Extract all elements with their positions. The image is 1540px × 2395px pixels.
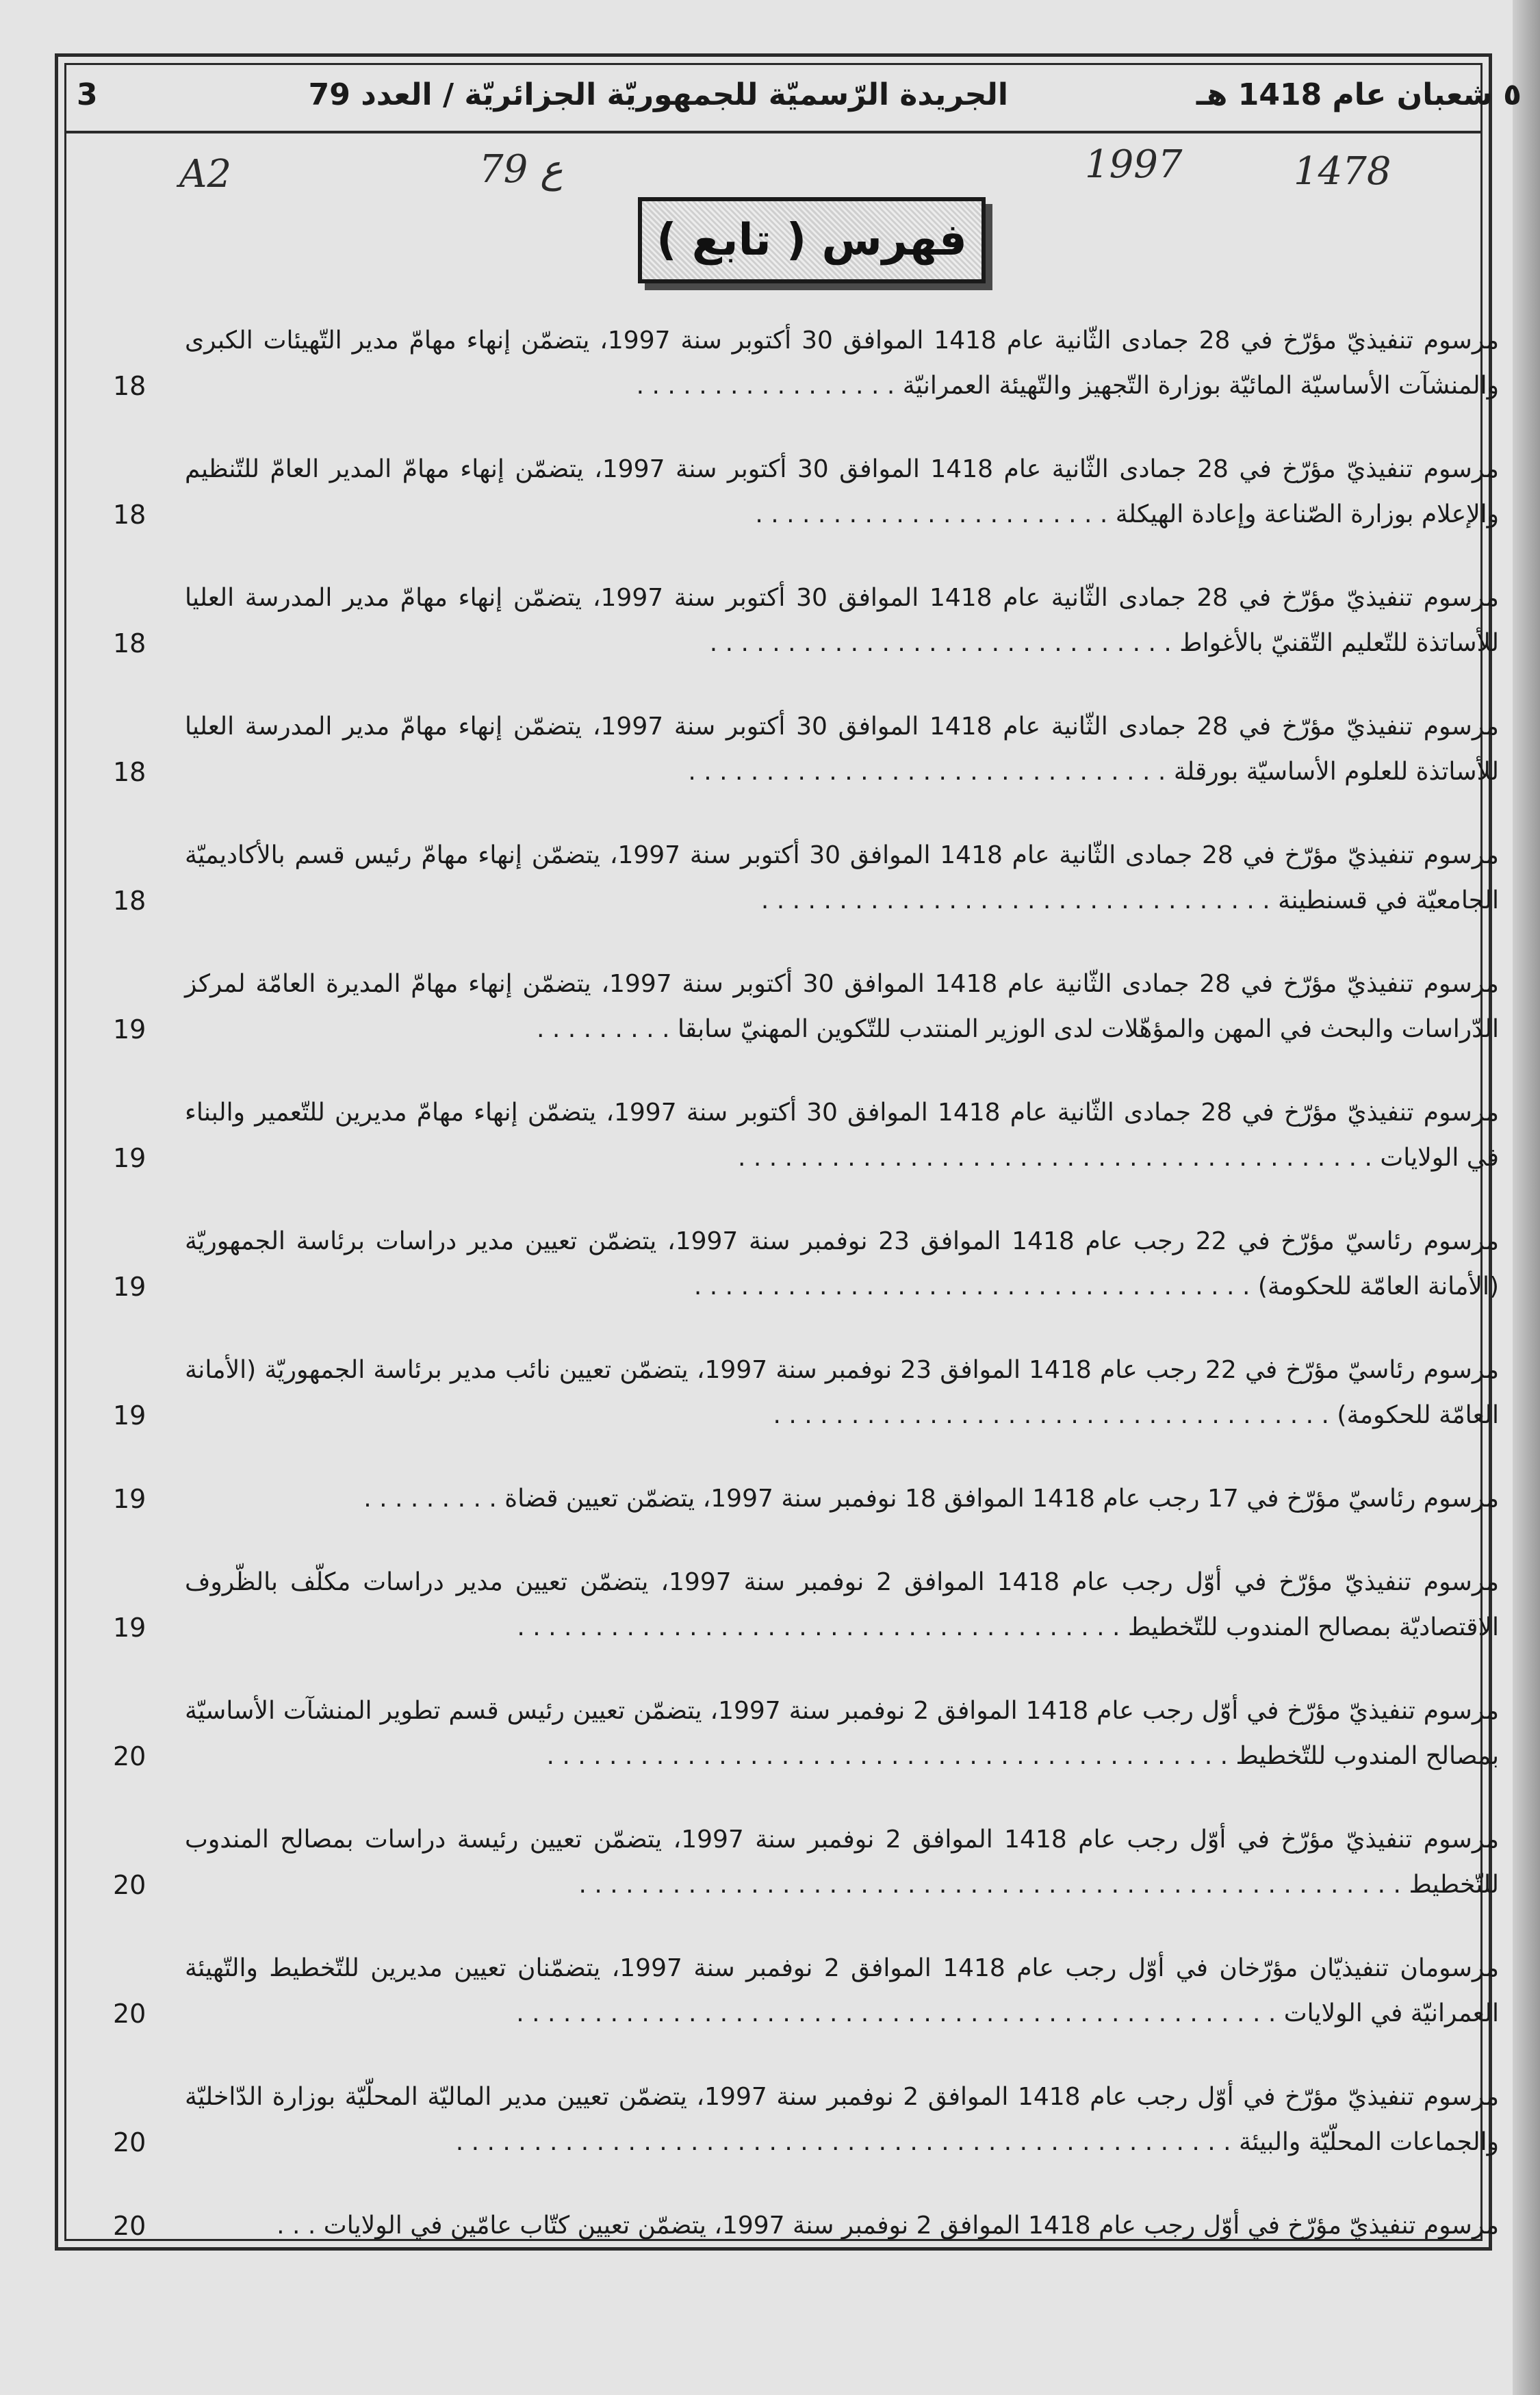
- index-entry: [103, 447, 1499, 537]
- entry-page: 19: [113, 1400, 146, 1431]
- entry-text: مرسوم تنفيذيّ مؤرّخ في أوّل رجب عام 1418 الموافق 2 نوفمبر سنة 1997، يتضمّن تعيين مدير دراسات مكلّف بالظّروف الاقتصاديّة بمصالح المندوب للتّخطيط . . . . . . . . . . . . . . . . . . . . . . . . . . . . . . . . . . . . . . .: [185, 1568, 1499, 1641]
- entry-page: 20: [113, 2127, 146, 2157]
- entry-text: مرسوم رئاسيّ مؤرّخ في 22 رجب عام 1418 الموافق 23 نوفمبر سنة 1997، يتضمّن تعيين نائب مدير برئاسة الجمهوريّة (الأمانة العامّة للحكومة) . . . . . . . . . . . . . . . . . . . . . . . . . . . . . . . . . . . .: [185, 1356, 1499, 1429]
- entry-text: مرسوم رئاسيّ مؤرّخ في 22 رجب عام 1418 الموافق 23 نوفمبر سنة 1997، يتضمّن تعيين مدير دراسات برئاسة الجمهوريّة (الأمانة العامّة للحكومة) . . . . . . . . . . . . . . . . . . . . . . . . . . . . . . . . . . . .: [185, 1227, 1500, 1301]
- entry-page: 20: [113, 1999, 146, 2029]
- index-entry: [103, 1219, 1499, 1309]
- index-entry: [103, 962, 1499, 1052]
- entry-text: مرسوم تنفيذيّ مؤرّخ في أوّل رجب عام 1418 الموافق 2 نوفمبر سنة 1997، يتضمّن تعيين كتّاب عامّين في الولايات . . .: [277, 2212, 1499, 2240]
- index-entry: [103, 318, 1499, 409]
- entry-text: مرسوم تنفيذيّ مؤرّخ في 28 جمادى الثّانية عام 1418 الموافق 30 أكتوبر سنة 1997، يتضمّن إنهاء مهامّ المديرة العامّة لمركز الدّراسات والبحث في المهن والمؤهّلات لدى الوزير المنتدب للتّكوين المهنيّ سابقا . . . . . . . . .: [185, 970, 1499, 1043]
- entry-text: مرسوم رئاسيّ مؤرّخ في 17 رجب عام 1418 الموافق 18 نوفمبر سنة 1997، يتضمّن تعيين قضاة . . . . . . . . .: [363, 1485, 1499, 1513]
- entry-text: مرسومان تنفيذيّان مؤرّخان في أوّل رجب عام 1418 الموافق 2 نوفمبر سنة 1997، يتضمّنان تعيين مديرين للتّخطيط والتّهيئة العمرانيّة في الولايات . . . . . . . . . . . . . . . . . . . . . . . . . . . . . . . . . . . . . . . . . . . . . . . . .: [185, 1954, 1500, 2027]
- entry-text: مرسوم تنفيذيّ مؤرّخ في 28 جمادى الثّانية عام 1418 الموافق 30 أكتوبر سنة 1997، يتضمّن إنهاء مهامّ مديرين للتّعمير والبناء في الولايات . . . . . . . . . . . . . . . . . . . . . . . . . . . . . . . . . . . . . . . . .: [185, 1099, 1499, 1172]
- entry-text: مرسوم تنفيذيّ مؤرّخ في أوّل رجب عام 1418 الموافق 2 نوفمبر سنة 1997، يتضمّن تعيين مدير الماليّة المحلّيّة بوزارة الدّاخليّة والجماعات المحلّيّة والبيئة . . . . . . . . . . . . . . . . . . . . . . . . . . . . . . . . . . . . . . . . . . . . . . . . . .: [185, 2083, 1499, 2156]
- index-title: فهرس ( تابع ): [656, 215, 967, 266]
- index-entry: [103, 704, 1499, 795]
- entry-text: مرسوم تنفيذيّ مؤرّخ في أوّل رجب عام 1418 الموافق 2 نوفمبر سنة 1997، يتضمّن تعيين رئيس قسم تطوير المنشآت الأساسيّة بمصالح المندوب للتّخطيط . . . . . . . . . . . . . . . . . . . . . . . . . . . . . . . . . . . . . . . . . . . .: [185, 1697, 1499, 1770]
- index-entry: [103, 1946, 1499, 2036]
- entry-text: مرسوم تنفيذيّ مؤرّخ في 28 جمادى الثّانية عام 1418 الموافق 30 أكتوبر سنة 1997، يتضمّن إنهاء مهامّ مدير المدرسة العليا للأساتذة للتّعليم التّقنيّ بالأغواط . . . . . . . . . . . . . . . . . . . . . . . . . . . . . .: [185, 584, 1499, 657]
- entry-page: 19: [113, 1143, 146, 1173]
- index-entry: [103, 1348, 1499, 1438]
- index-entry: [103, 1689, 1499, 1779]
- entry-page: 19: [113, 1613, 146, 1643]
- entry-page: 18: [113, 757, 146, 787]
- index-entry: [103, 1476, 1499, 1522]
- entry-page: 18: [113, 500, 146, 530]
- page-number: 3: [77, 77, 98, 112]
- index-entry: [103, 2075, 1499, 2165]
- index-entry: [103, 2203, 1499, 2249]
- entry-page: 20: [113, 1870, 146, 1900]
- index-entry: [103, 1090, 1499, 1181]
- handwritten-mark: 1997: [1085, 142, 1183, 187]
- header-date: ٥ شعبان عام 1418 هـ: [1196, 77, 1522, 112]
- entry-page: 19: [113, 1484, 146, 1514]
- entry-text: مرسوم تنفيذيّ مؤرّخ في 28 جمادى الثّانية عام 1418 الموافق 30 أكتوبر سنة 1997، يتضمّن إنهاء مهامّ مدير المدرسة العليا للأساتذة للعلوم الأساسيّة بورقلة . . . . . . . . . . . . . . . . . . . . . . . . . . . . . . .: [185, 713, 1499, 786]
- handwritten-mark: 1478: [1294, 149, 1391, 194]
- page-header: [66, 65, 1522, 133]
- page-edge: [1513, 0, 1540, 2395]
- entry-text: مرسوم تنفيذيّ مؤرّخ في 28 جمادى الثّانية عام 1418 الموافق 30 أكتوبر سنة 1997، يتضمّن إنهاء مهامّ رئيس قسم بالأكاديميّة الجامعيّة في قسنطينة . . . . . . . . . . . . . . . . . . . . . . . . . . . . . . . . .: [185, 841, 1499, 914]
- index-entry: [103, 1817, 1499, 1908]
- entry-page: 18: [113, 886, 146, 916]
- index-entries: [103, 318, 1499, 2249]
- entry-page: 18: [113, 371, 146, 401]
- entry-page: 18: [113, 628, 146, 658]
- entry-page: 20: [113, 1741, 146, 1771]
- handwritten-mark: 79 ع: [479, 147, 563, 192]
- entry-text: مرسوم تنفيذيّ مؤرّخ في 28 جمادى الثّانية عام 1418 الموافق 30 أكتوبر سنة 1997، يتضمّن إنهاء مهامّ المدير العامّ للتّنظيم والإعلام بوزارة الصّناعة وإعادة الهيكلة . . . . . . . . . . . . . . . . . . . . . . .: [185, 455, 1499, 528]
- entry-page: 20: [113, 2211, 146, 2241]
- entry-text: مرسوم تنفيذيّ مؤرّخ في 28 جمادى الثّانية عام 1418 الموافق 30 أكتوبر سنة 1997، يتضمّن إنهاء مهامّ مدير التّهيئات الكبرى والمنشآت الأساسيّة المائيّة بوزارة التّجهيز والتّهيئة العمرانيّة . . . . . . . . . . . . . . . . .: [185, 326, 1499, 400]
- entry-text: مرسوم تنفيذيّ مؤرّخ في أوّل رجب عام 1418 الموافق 2 نوفمبر سنة 1997، يتضمّن تعيين رئيسة دراسات بمصالح المندوب للتّخطيط . . . . . . . . . . . . . . . . . . . . . . . . . . . . . . . . . . . . . . . . . . . . . . . . . . . . .: [185, 1826, 1499, 1899]
- index-title-box: [638, 197, 986, 283]
- handwritten-mark: A2: [179, 152, 232, 196]
- index-entry: [103, 576, 1499, 666]
- entry-page: 19: [113, 1014, 146, 1045]
- entry-page: 19: [113, 1272, 146, 1302]
- index-entry: [103, 1560, 1499, 1650]
- index-entry: [103, 833, 1499, 923]
- header-title: الجريدة الرّسميّة للجمهوريّة الجزائريّة / العدد 79: [308, 77, 1008, 112]
